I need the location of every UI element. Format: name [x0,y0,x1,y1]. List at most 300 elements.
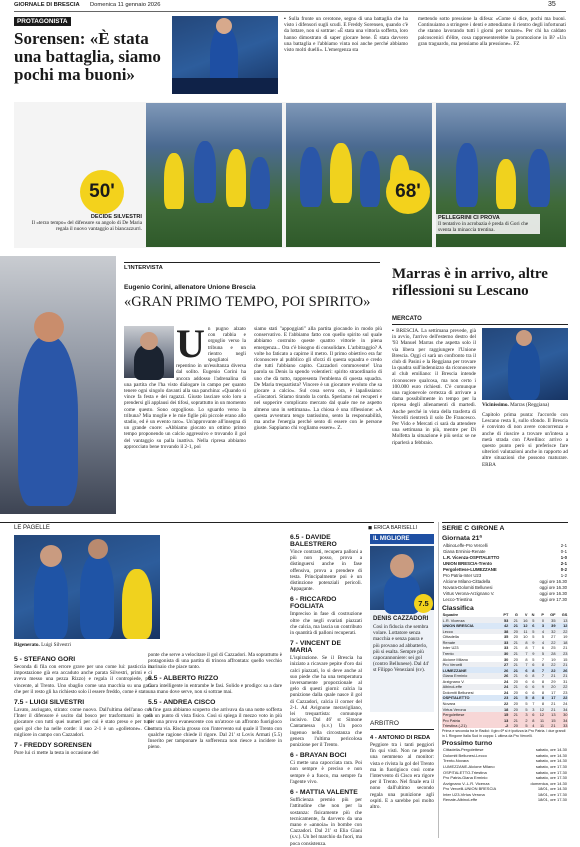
interview-rule [124,262,380,263]
standings-stat: 5 [535,651,545,657]
referee-heading: 4 - ANTONIO DI REDA [370,735,431,741]
standings-stat: 13 [498,717,509,723]
standings-team: UNION BRESCIA [442,623,498,629]
ratings-rule [0,522,434,523]
standings-stat: 8 [528,667,535,673]
standings-team: OSPITALETTO [442,695,498,701]
result-score: oggi ore 16.30 [539,585,567,591]
standings-team: Giana Erminio [442,673,498,679]
standings-stat: 31 [563,678,568,684]
next-round-title: Prossimo turno [442,739,493,747]
market-section: MERCATO [392,316,422,322]
standings-stat: 24 [504,689,509,695]
standings-stat: 28 [545,651,556,657]
standings-stat: 13 [556,617,568,623]
standings-stat: 5 [519,723,529,729]
protagonist-kicker: PROTAGONISTA [14,17,71,26]
rating-silvestri-heading: 7.5 - LUIGI SILVESTRI [14,699,85,707]
rating-valente-heading: 6 - MATTIA VALENTE [290,789,358,797]
standings-stat: 7 [519,662,529,668]
fixture-time: sabato, ore 14.30 [535,752,567,758]
standings-stat: 5 [528,617,535,623]
rating-silvestri-text: Lavato, asciugato, stirato: come nuovo. Dall'ultima dell'anno con l'Inter il difensore è uscito dal bosco per trasformarsi in quel giocatore con tutti quei numeri per cui è stato preso e per tutti quei gol che ha nelle corde: il suo 2-1 è un «golletone». Co-migliore in campo con Cazzadori. [14,707,152,738]
caption-68 [436,214,540,234]
standings-stat: 6 [519,673,529,679]
standings-stat: 27 [551,634,556,640]
fixture-time: domenica, ore 14.30 [530,780,567,786]
standings-stat: 19 [551,656,556,662]
caption-50-body: Il «terzo tempo» del difensore su angolo di De Maria regala il nuovo vantaggio ai biancazzurri. [31,220,142,232]
rating-sorensen-heading: 7 - FREDDY SORENSEN [14,742,92,750]
standings-stat: 21 [513,645,518,651]
standings-row [442,723,568,729]
standings-stat: 6 [528,684,535,690]
standings-stat: 20 [545,684,556,690]
fixture-time: sabato, ore 17.30 [535,763,567,769]
result-match: Giana Erminio-Renate [443,548,486,554]
standings-stat: 6 [525,689,528,695]
standings-stat: 4 [535,629,545,635]
standings-stat: 12 [535,706,545,712]
standings-stat: -2 [498,723,509,729]
standings-stat: 26 [556,667,568,673]
standings-stat: 21 [556,662,568,668]
standings-team: Cittadella [442,634,459,640]
protagonist-col2: mettendo sotto pressione la difesa: «Come si dice, pochi ma buoni. Continuiamo a stringere i denti e attendiamo il rientro degli infortunati che stanno lavorando tutti i giorni per tornare». Per chi ha caldato palcoscenici d'élite, cosa rappresenterebbe la promozione in B? «Un gran traguardo, ma pensiamo alla pressione». FZ [418,16,566,47]
ratings-author-name: ERICA BARISELLI [373,525,418,531]
masthead: GIORNALE DI BRESCIA [14,2,80,8]
interview-col1 [124,321,246,450]
standings-stat: 15 [563,656,568,662]
standings-stat: 16 [519,617,529,623]
fixture-match: Dolomiti Bellunesi-Lecco [443,752,487,758]
standings-stat: 35 [504,634,509,640]
ratings-col2 [148,652,282,750]
ratings-section: LE PAGELLE [14,525,50,531]
standings-stat: 22 [556,684,568,690]
marras-caption [482,402,568,408]
rating-cisco-heading: 5.5 - ANDREA CISCO [148,699,216,707]
silvestri-caption [14,642,71,648]
standings-stat: 21 [509,673,519,679]
rating-de-maria [290,640,362,748]
serie-c-divider [438,522,439,838]
standings-team: Arzignano V. [442,678,465,684]
rating-silvestri [14,699,152,738]
fixture-match: Pro Vercelli-UNION BRESCIA [443,786,497,792]
standings-stat: 21 [509,684,519,690]
standings-stat: 22 [504,700,509,706]
standings-team: Lecco [442,629,498,635]
standings-stat: 12 [535,712,545,718]
interview-headline: «GRAN PRIMO TEMPO, POI SPIRITO» [124,294,371,310]
standings-stat: 33 [556,723,568,729]
results-table [442,542,568,603]
standings-stat: 8 [525,656,528,662]
result-score: 0-1 [560,548,567,554]
standings-stat: 22 [556,695,568,701]
standings-team: Triestina (-21) [442,723,498,729]
standings-stat: 7 [541,656,545,662]
standings-stat: 4 [535,640,545,646]
standings-stat: 22 [556,629,568,635]
standings-stat: 20 [509,629,519,635]
standings-team: Virtus Verona [442,706,498,712]
standings-stat: 12 [556,623,568,629]
rating-sorensen-cont [148,652,282,671]
standings-header-cell: GF [550,612,556,618]
standings-stat: 3 [519,712,529,718]
standings-stat: 0 [535,617,545,623]
referee-text: Peggiore tra i tanti peggiori fin qui visti. Non ne prende una nemmeno al monitor: vista e rivista la gol del Trento ma in fuorigioco così come l'intervento di Cisco era rigore per il Trento. Nel finale era il nono dall'ultimo secondo regala una punizione agli ospiti. E a sarebbe poi molto altro. [370,742,434,811]
standings-team: Inter U23 [442,645,459,651]
standings-table [442,612,568,728]
standings-stat: 6 [541,645,545,651]
result-row [442,597,568,603]
standings-stat: 9 [528,651,535,657]
standings-team: Trento [442,651,498,657]
result-match: Virtus Verona-Arzignano V. [443,591,495,597]
standings-stat: 8 [535,662,545,668]
standings-stat: 22 [545,662,556,668]
standings-stat: 39 [545,623,556,629]
result-score: 2-1 [560,560,567,566]
fixture-match: LUMEZZANE-Alcione Milano [443,763,495,769]
standings-header-cell: P [541,612,545,618]
standings-stat: 18 [556,640,568,646]
standings-stat: 11 [519,629,529,635]
market-headline: Marras è in arrivo, altre riflessioni su Lescano [392,266,548,299]
minute-badge-50: 50' [80,170,124,214]
standings-stat: 17 [551,689,556,695]
marras-photo [482,328,568,400]
standings-stat: 6 [528,662,535,668]
standings-stat: 8 [519,640,529,646]
standings-stat: 8 [528,695,535,701]
standings-stat: 33 [498,640,509,646]
rating-balestrero-heading: 6.5 - DAVIDE BALESTRERO [290,534,337,548]
standings-stat: 6 [532,678,535,684]
caption-50-title: DECIDE SILVESTRI [90,214,142,220]
standings-stat: 21 [509,667,519,673]
standings-stat: 7 [535,667,545,673]
standings-header-cell: PT [503,612,509,618]
standings-stat: 29 [551,678,556,684]
standings-stat: 21 [509,617,519,623]
standings-stat: 30 [556,712,568,718]
stadium-photo [0,256,116,514]
ratings-author [368,525,417,531]
rating-gori [14,656,152,695]
standings-stat: 6 [525,678,528,684]
fixture-match: Inter U23-Virtus Verona [443,791,485,797]
page-number: 35 [548,1,556,8]
standings-stat: 21 [509,651,519,657]
fixture-match: Arzignano V.-L.R. Vicenza [443,780,490,786]
fixture-time: sabato, ore 17.30 [535,769,567,775]
standings-stat: 3 [528,706,535,712]
rating-balestrero [290,534,362,592]
result-score: 0-2 [560,566,567,572]
rating-sorensen-text: Pure lui ci mette la testa in occasione del [14,750,99,757]
goal-photo-50 [146,103,282,247]
header-rule [14,11,566,12]
result-score: oggi ore 16.30 [539,579,567,585]
rating-cisco-text: A fine gara abbiamo scoperto che arrivava da una notte sofferta da un punto di vista fisico. Così si spiega il mezzo voto in più per una prova evanescente con un'atroce un affronto fuorigioco battuta via. Riscia grosso con l'intervento sul quale il Trento con qualche ragione chiede il rigore. Dal 21' st Lovis Armati (5.5) Inserito per tamponare la sofferenza non riesce a incidere in pieno. [148,707,282,751]
fixture-match: OSPITALETTO-Triestina [443,769,487,775]
standings-stat: 33 [504,645,509,651]
standings-header-cell: V [524,612,528,618]
standings-stat: 21 [551,700,556,706]
standings-stat: 6 [528,712,535,718]
standings-stat: 3 [535,623,545,629]
rating-rizzo-heading: 6.5 - ALBERTO RIZZO [148,674,219,682]
fixture-match: Renate-AlbinoLeffe [443,797,478,803]
standings-stat: 5 [528,629,535,635]
standings-stat: 7 [532,700,535,706]
standings-stat: 17 [545,695,556,701]
fixture-time: 18/01, ore 14.30 [537,786,567,792]
standings-stat: 8 [528,717,535,723]
result-score: 2-1 [560,542,567,548]
standings-stat: 5 [519,695,529,701]
standings-stat: 21 [509,662,519,668]
standings-stat: 30 [498,651,509,657]
standings-team: Pro Patria [442,717,498,723]
standings-stat: 20 [509,723,519,729]
standings-team: AlbinoLeffe [442,684,498,690]
rating-de-maria-heading: 7 - VINCENT DE MARIA [290,640,341,655]
standings-team: Renate [442,640,498,646]
standings-stat: 15 [498,712,509,718]
rating-boci-heading: 6 - BRAYAN BOCI [290,752,347,760]
standings-team: Novara [442,700,456,706]
rating-boci [290,752,362,785]
rating-fogliata-heading: 6 - RICCARDO FOGLIATA [290,596,337,611]
best-box [370,534,434,712]
result-score: 1-2 [560,573,567,579]
standings-stat: 20 [513,678,518,684]
market-rule [392,324,568,325]
result-match: UNION BRESCIA-Trento [443,560,492,566]
standings-stat: 53 [498,617,509,623]
standings-stat: 5 [532,634,535,640]
standings-note: Prima e seconda tra le Radici: il giro 6ª si è ipotizza la Pro Patria. I due grandi in 1 Ringone Italia Sud in coppa: 1 ultima da Pro Vercelli. [442,729,566,738]
standings-stat: 24 [504,678,509,684]
rating-sorensen-cont-text: ponte che serve a velocitare il gol di Cazzadori. Ma soprattutto è protagonista di una partita di trincea affrontata: quello vecchio marinaio che piace tanto. [148,652,282,671]
rating-boci-text: Ci mette una capocciata rara. Poi non sempre è preciso e non sempre è a fuoco, ma sempre fa l'agente vivo. [290,760,362,785]
standings-stat: 4 [528,723,535,729]
standings-stat: 5 [525,700,528,706]
standings-stat: 19 [563,634,568,640]
fixture-time: 18/01, ore 17.30 [537,791,567,797]
standings-stat: 23 [498,695,509,701]
standings-stat: 20 [513,656,518,662]
market-col1: ▪ BRESCIA. La settimana prevede, già in avvio, l'arrivo dell'esterno destro del '93 Manuel Marras che aspetta solo il via libera per raggiungere l'Unione Brescia. Oggi ci sarà un confronto tra il club di Pasini e la Reggiana per trovare la quadra sull'indennizzo da riconoscere al club emiliano: il Brescia intende riconoscere qualcosa, ma non certo i 100.000 euro richiesti. C'è comunque una ragionevole certezza di arrivare a dama possibilmente in tempo per la ripresa degli allenamenti di martedì. Anche perché in vista della trasferta di Vercelli rientrerà il solo De Francesco. Per Vido e Mercati ci sarà da attendere una settimana in più, mentre per Di Molfetta la situazione è più seria: se ne riparlerà a febbraio. [392,328,476,446]
protagonist-headline: Sorensen: «È stata una battaglia, siamo pochi ma buoni» [14,29,161,84]
result-score: oggi ore 16.30 [539,591,567,597]
next-round-table [442,747,568,803]
fixture-time: 18/01, ore 17.30 [537,797,567,803]
standings-stat: 22 [545,640,556,646]
result-match: L.R. Vicenza-OSPITALETTO [443,554,500,560]
standings-header-cell: Squadre [442,612,459,618]
result-score: 1-0 [560,554,567,560]
fixture-time: sabato, ore 17.30 [535,775,567,781]
standings-stat: 11 [535,723,545,729]
standings-stat: 6 [528,623,535,629]
caption-68-body: Il tentativo in acrobazia è preda di Gori che sventa la minaccia trentina. [438,221,529,233]
standings-stat: 8 [541,689,545,695]
standings-stat: 35 [545,617,556,623]
best-text: Così in fiducia che sembra volare. Lottatore senza macchia e senza paura e più provano ad abbatterlo, più si esalta. Sempre più capocannoniere: sei gol (contro Bellunese). Dal 44' st Filippo Veneziani (sv). [373,624,429,674]
result-match: Novara-Dolomiti Bellunesi [443,585,493,591]
standings-header-cell: GS [561,612,568,618]
ratings-col3 [290,530,362,847]
silvestri-photo [14,535,160,639]
ratings-col1 [14,652,152,756]
caption-50 [18,214,142,232]
standings-stat: 21 [509,712,519,718]
standings-stat: 23 [556,651,568,657]
standings-stat: 11 [535,717,545,723]
rating-rizzo [148,675,282,695]
result-match: Alcione Milano-Cittadella [443,579,491,585]
standings-stat: 32 [545,629,556,635]
standings-stat: 12 [519,623,529,629]
marras-caption-rest: Marras (Reggiana) [510,402,550,408]
standings-stat: 22 [545,667,556,673]
silvestri-caption-bold: Rigenerato. [14,642,40,648]
standings-stat: 21 [556,673,568,679]
rating-cisco [148,699,282,750]
standings-stat: 21 [509,623,519,629]
standings-stat: 8 [525,645,528,651]
serie-c-panel [442,522,568,803]
standings-team: Alcione Milano [442,656,468,662]
serie-c-title: SERIE C GIRONE A [442,522,568,532]
standings-stat: 27 [498,662,509,668]
standings-stat: 7 [535,673,545,679]
standings-stat: 21 [509,695,519,701]
issue-date: Domenica 11 gennaio 2026 [90,2,161,8]
interview-col1-text: n pugno alzato con rabbia e orgoglio verso la tribuna e un rientro negli spogliatoi repentino in un'esultanza diversa dal solito. Eugenio Corini ha ancora addosso l'adrenalina di una partita che l'ha visto dialogare in campo per quanto tenere ogni singolo davanti alla sua panchina: «Quando si vince fa festa e dei ragazzi. Giusto lasciare solo loro a prendersi gli applausi dei tifosi, soprattutto in un momento come questo. Sono orgoglioso. Lo sguardo verso la tribuna? Mia moglie e le mie figlie più piccole erano allo stadio, ed è un evento raro». Un'approvante all'insegna di un grande cuore: «Abbiamo giocato un ottimo primo tempo proponendo un calcio aggressivo e trovando il gol del vantaggio su palla inattiva. Nella ripresa abbiamo approcciato bene trovando il 2-1, poi [124,326,246,450]
standings-stat: 23 [563,689,568,695]
standings-stat: 24 [563,700,568,706]
standings-stat: 6 [519,667,529,673]
fixture-match: Pro Patria-Giana Erminio [443,775,488,781]
standings-stat: 21 [545,706,556,712]
rating-gori-heading: 5 - STEFANO GORI [14,656,76,663]
result-match: Pro Patria-Inter U23 [443,573,482,579]
standings-stat: 5 [541,634,545,640]
standings-stat: 26 [498,667,509,673]
rating-de-maria-text: L'ispirazione. Se il Brescia ha iniziato a ricavare pepite d'oro dai calci piazzati, lo si deve anche al suo piede che ha una temperatura inversamente proporzionale al gelo di questi giorni: calcia la punizione dalla quale nasce il gol di Cazzadori, calcia il corner del 2-1. Ad Avignone meravigliano, lei trequartista: comunque incisivo. Dal 46' st Simone Cantamessa (s.v.) Un poco ingenuo nella circostanza che genera l'ultima pericolosa punizione per il Trento. [290,655,362,749]
standings-stat: 21 [563,645,568,651]
standings-stat: 21 [509,640,519,646]
interview-col2: siamo stati "appoggiati" alla partita giocando in modo più conservativo. E l'abbiamo fatto con quello spirito sul quale abbiamo costruito queste quattro vittorie in piena emergenza... Ora c'è bisogno di consolidare. L'arbitraggio? A volte ho faticato a capirne il metro. Il primo obiettivo era far riconoscere al pubblico gli sforzi di questa squadra e credo che tutti l'abbiano capito. Cazzadori commovente! Una parola su Denis la spendo volentieri: spirito straordinario di uno che dà tutto, rappresenta l'emblema di questa squadra. De Maria trequartista? Vincere è un giocatore evoluto che sa giocare a calcio». Sul cosa serva ora, è lapalissiano: «Giocatori. Stiamo tirando la corda. Speriamo nei recuperi e nel sopperire complicato mercato dal quale me ne aspetto almeno uno in settimana». La chiosa è una riflessione: «A questa avventura tengo tantissimo, sento la responsabilità, ma anche l'energia perché sento di essere con le persone giuste. Sappiamo chi vogliamo essere». Z. [254,326,382,432]
rating-valente-text: Sufficienza premio più per l'attitudine che non per la sostanza: fisicamente più che tecnicamente, fa davvero da una mano e «annoia» in bombe con Cazzadori. Dal 21' st Elia Giani (s.v.). Un bel marchio da fuori, ma poca consistenza. [290,797,362,847]
standings-stat: 15 [545,717,556,723]
rating-fogliata-text: Impreciso in fase di costruzione oltre che negli svariati piazzati che calcia, ma lascia un contributo in quantità di palloni recuperati. [290,611,362,637]
standings-stat: 9 [528,640,535,646]
referee-box [370,731,434,810]
sorensen-photo [172,16,278,94]
standings-stat: 5 [519,706,529,712]
standings-stat: 21 [509,717,519,723]
standings-stat: 26 [498,673,509,679]
rating-valente [290,789,362,847]
standings-stat: 20 [509,706,519,712]
market-col2: Capitolo prima punta: l'accordo con Lescano resta lì, sullo sfondo. Il Brescia è convinto di non avere concorrenza e anche di riuscire a trovare un'intesa a metà strada con l'Avellino: arrivo a questo punto però si preferisce fare ulteriori valutazioni anche in rapporto ad altre situazioni che possono maturare. ERBA [482,412,568,468]
standings-stat: 13 [545,712,556,718]
standings-stat: 5 [532,656,535,662]
fixture-match: Cittadella-Pergolettese [443,747,484,753]
standings-stat: 21 [545,723,556,729]
standings-stat: 7 [532,645,535,651]
protagonist-col1: ▪ Sulla fronte un cerotone, segno di una battaglia che ha visto i difensori sugli scudi. E Freddy Sorensen, quando c'è da lottare, non si sottrae: «È stata una vittoria sofferta, loro hanno dimostrato di saper giocare bene. È stata davvero una battaglia e l'abbiamo vinta noi anche perché abbiamo visto molti duelli». L'emergenza sta [284,16,408,54]
standings-stat: 20 [513,634,518,640]
standings-header-cell: N [531,612,535,618]
interview-byline: Eugenio Corini, allenatore Unione Brescia [124,284,256,291]
standings-stat: 6 [532,689,535,695]
best-label: IL MIGLIORE [370,534,434,544]
fixture-row [442,797,568,803]
standings-stat: 30 [504,656,509,662]
referee-label: ARBITRO [370,720,399,727]
best-vote-badge: 7.5 [414,594,433,613]
caption-68-title: PELLEGRINI CI PROVA [438,215,500,221]
interview-dropcap: U [176,321,205,366]
fixture-match: Trento-Novara [443,758,469,764]
standings-stat: 8 [528,673,535,679]
result-match: AlbinoLeffe-Pro Vercelli [443,542,488,548]
rating-rizzo-text: Gara intelligente in entrambe le fasi. Solido e prodigo: sa a dare una mano dove serve, non si sottrae mai. [148,682,282,695]
fixture-time: sabato, ore 14.30 [535,747,567,753]
standings-stat: 24 [498,684,509,690]
result-match: Lecco-Triestina [443,597,473,603]
standings-stat: 8 [535,695,545,701]
standings-stat: 10 [523,634,528,640]
fixture-time: sabato, ore 14.30 [535,758,567,764]
standings-team: Pro Vercelli [442,662,498,668]
interview-section: L'INTERVISTA [124,265,163,271]
referee-rule [370,729,434,730]
rating-sorensen [14,742,152,756]
standings-title: Classifica [442,604,474,612]
standings-stat: 8 [541,678,545,684]
standings-stat: 18 [498,706,509,712]
camera-icon: ◼ [368,525,373,531]
standings-team: LUMEZZANE [442,667,498,673]
standings-stat: 25 [551,645,556,651]
standings-stat: 7 [519,651,529,657]
result-match: Pergolettese-LUMEZZANE [443,566,497,572]
best-name: DENIS CAZZADORI [373,616,429,622]
standings-header-cell: G [514,612,518,618]
standings-stat: 38 [498,629,509,635]
standings-stat: 8 [541,700,545,706]
rating-fogliata [290,596,362,636]
standings-stat: 34 [556,717,568,723]
standings-stat: 6 [519,684,529,690]
minute-badge-68: 68' [386,170,430,214]
standings-stat: 9 [535,684,545,690]
standings-team: Dolomiti Bellunesi [442,689,474,695]
rating-gori-text: Seconda di fila con errore grave per uno come lui: pasticcia in impostazione già era accaduto anche parata Silvestri, primi e ci aveva messo una pezza Rizzo) e regala il contropiede, poi vincente, al Trento. Uno sbaglio come una macchia su una gara che per il resto gli ha richiesto solo il essere freddo, come è stato. [14,664,152,695]
standings-stat: 2 [519,717,529,723]
standings-stat: 20 [513,700,518,706]
